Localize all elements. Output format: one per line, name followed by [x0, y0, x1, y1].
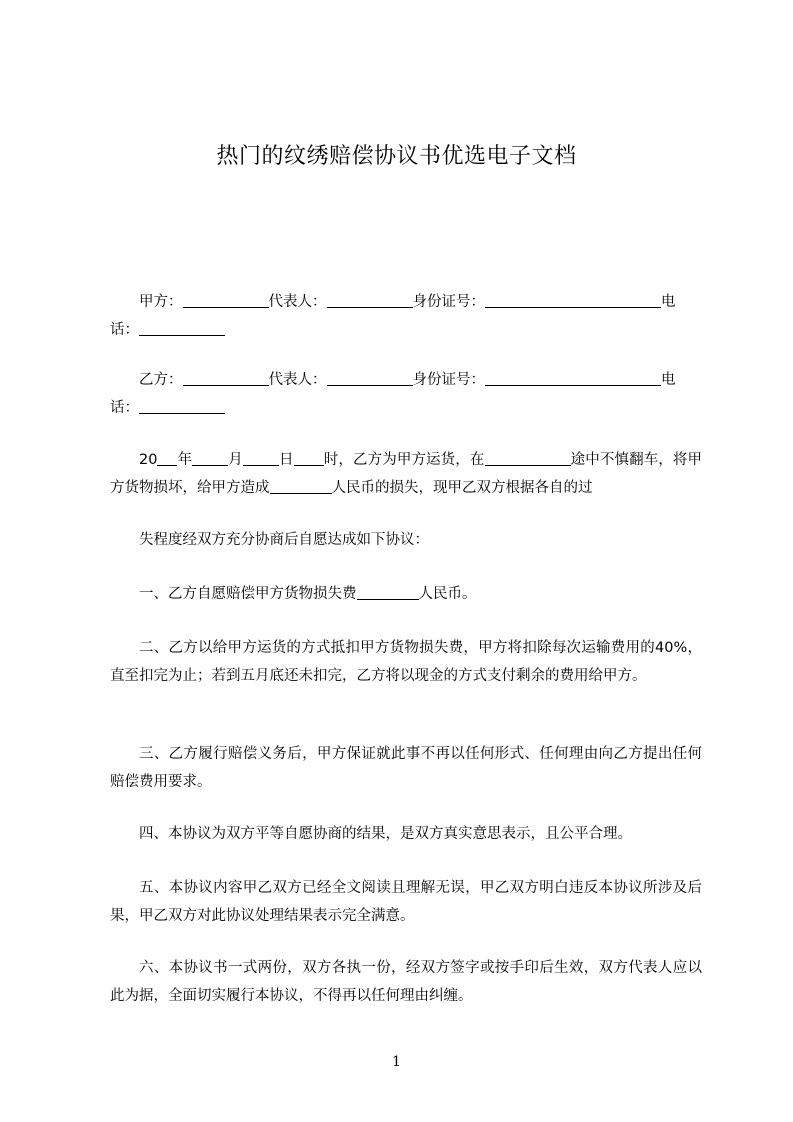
- party-b-phone-label-2: 话：: [110, 400, 139, 416]
- party-a-phone-label-1: 电: [661, 294, 676, 310]
- clause-5: 五、本协议内容甲乙双方已经全文阅读且理解无误，甲乙双方明白违反本协议所涉及后果，甲乙双方对此协议处理结果表示完全满意。: [110, 880, 702, 924]
- clause-6: 六、本协议书一式两份，双方各执一份，经双方签字或按手印后生效，双方代表人应以此为据，全面切实履行本协议，不得再以任何理由纠缠。: [110, 960, 702, 1004]
- party-a-id-blank: [485, 291, 661, 308]
- clause-1-text: 一、乙方自愿赔偿甲方货物损失费: [139, 586, 357, 602]
- party-a-phone-blank: [139, 319, 225, 336]
- place-blank: [485, 449, 571, 466]
- intro-text-2: 途中不慎翻车，将甲方货物损坏，给甲方造成: [110, 452, 703, 496]
- intro-year-prefix: 20: [139, 452, 158, 468]
- clause-1: [110, 580, 702, 608]
- clause-4: 四、本协议为双方平等自愿协商的结果，是双方真实意思表示，且公平合理。: [139, 826, 632, 842]
- party-a-id-label: 身份证号：: [412, 294, 485, 310]
- party-b-id-blank: [485, 369, 661, 386]
- year-blank: [157, 449, 177, 466]
- party-b-phone-blank: [139, 397, 225, 414]
- party-b-rep-blank: [327, 369, 413, 386]
- document-title: 热门的纹绣赔偿协议书优选电子文档: [216, 144, 577, 169]
- clause-2: 二、乙方以给甲方运货的方式抵扣甲方货物损失费，甲方将扣除每次运输费用的40%，直至扣完为止；若到五月底还未扣完，乙方将以现金的方式支付剩余的费用给甲方。: [110, 640, 702, 684]
- compensation-blank: [357, 583, 419, 600]
- loss-amount-blank: [270, 477, 332, 494]
- party-b-label: 乙方：: [139, 372, 183, 388]
- party-b-phone-label-1: 电: [661, 372, 676, 388]
- intro-text-3: 人民币的损失，现甲乙双方根据各自的过: [331, 480, 593, 496]
- party-a-line: [110, 288, 702, 344]
- party-b-id-label: 身份证号：: [412, 372, 485, 388]
- intro-continuation: 失程度经双方充分协商后自愿达成如下协议：: [139, 532, 429, 548]
- party-a-phone-label-2: 话：: [110, 322, 139, 338]
- party-a-name-blank: [183, 291, 269, 308]
- clause-3: 三、乙方履行赔偿义务后，甲方保证就此事不再以任何形式、任何理由向乙方提出任何赔偿费用要求。: [110, 746, 702, 790]
- page-number: 1: [392, 1054, 401, 1070]
- party-a-rep-label: 代表人：: [268, 294, 327, 310]
- clause-1-suffix: 人民币。: [418, 586, 477, 602]
- intro-month: 月: [228, 452, 243, 468]
- party-a-label: 甲方：: [139, 294, 183, 310]
- month-blank: [192, 449, 228, 466]
- party-a-rep-blank: [327, 291, 413, 308]
- party-b-line: [110, 366, 702, 422]
- day-blank: [243, 449, 279, 466]
- intro-hour-text: 时，乙方为甲方运货，在: [323, 452, 485, 468]
- intro-day: 日: [278, 452, 294, 468]
- intro-paragraph: [110, 446, 702, 502]
- party-b-name-blank: [183, 369, 269, 386]
- party-b-rep-label: 代表人：: [268, 372, 327, 388]
- intro-year: 年: [177, 452, 193, 468]
- hour-blank: [294, 449, 324, 466]
